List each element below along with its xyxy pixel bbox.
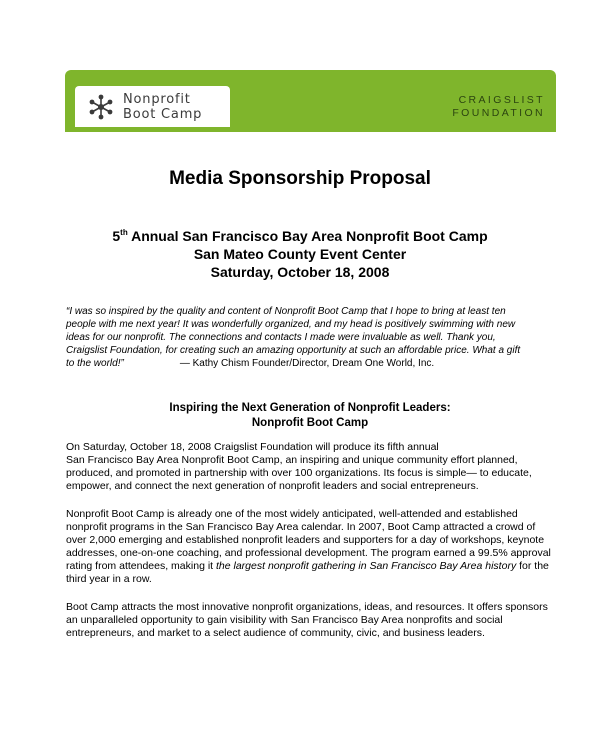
event-ordinal-suffix: th: [120, 228, 128, 237]
paragraph-line: empower, and connect the next generation of nonprofit leaders and social entrepreneurs.: [66, 480, 479, 492]
testimonial-quote: [66, 305, 566, 370]
paragraph-intro: [66, 441, 566, 493]
section-heading-line-1: Inspiring the Next Generation of Nonprofit Leaders:: [169, 402, 451, 414]
paragraph-line: produced, and promoted in partnership with over 100 organizations. Its focus is simple— to educate,: [66, 467, 532, 479]
paragraph-line: an unparalleled opportunity to gain visibility with San Francisco Bay Area nonprofits and social: [66, 614, 503, 626]
foundation-line-2: FOUNDATION: [452, 107, 545, 119]
paragraph-line: Nonprofit Boot Camp is already one of the most widely anticipated, well-attended and established: [66, 508, 518, 520]
network-icon: [88, 94, 114, 120]
quote-line: to the world!”: [66, 358, 124, 369]
quote-line: Craigslist Foundation, for creating such an amazing opportunity at such an affordable price. What a gift: [66, 345, 521, 356]
paragraph-opportunity: [66, 601, 566, 640]
logo-line-1: Nonprofit: [123, 92, 191, 107]
event-date: Saturday, October 18, 2008: [210, 264, 390, 280]
logo-line-2: Boot Camp: [123, 107, 203, 122]
section-heading: [0, 401, 600, 431]
paragraph-line: Boot Camp attracts the most innovative nonprofit organizations, ideas, and resources. It offers sponsors: [66, 601, 548, 613]
paragraph-text: rating from attendees, making it: [66, 560, 216, 572]
quote-line: ideas for our nonprofit. The connections and contacts I made were invaluable as well. Thank you,: [66, 332, 496, 343]
event-venue: San Mateo County Event Center: [193, 246, 407, 262]
section-heading-line-2: Nonprofit Boot Camp: [251, 417, 369, 429]
header-banner: [65, 70, 556, 132]
foundation-wordmark: [452, 94, 545, 120]
quote-line: people with me next year! It was wonderfully organized, and my head is positively swimming with new: [66, 319, 516, 330]
paragraph-text: for the: [516, 560, 549, 572]
paragraph-line: nonprofit programs in the San Francisco Bay Area calendar. In 2007, Boot Camp attracted a crowd of: [66, 521, 536, 533]
quote-line: “I was so inspired by the quality and content of Nonprofit Boot Camp that I hope to bring at least ten: [66, 306, 506, 317]
event-name: [0, 227, 600, 245]
bootcamp-logo: [75, 86, 230, 127]
paragraph-line: [66, 560, 566, 573]
paragraph-line: over 2,000 emerging and established nonprofit leaders and supporters for a day of workshops, keynote: [66, 534, 545, 546]
event-name-rest: Annual San Francisco Bay Area Nonprofit Boot Camp: [127, 228, 488, 244]
paragraph-history: [66, 508, 566, 586]
quote-attribution: — Kathy Chism Founder/Director, Dream One World, Inc.: [179, 358, 435, 369]
paragraph-line: third year in a row.: [66, 573, 152, 585]
paragraph-emphasis: the largest nonprofit gathering in San Francisco Bay Area history: [216, 560, 517, 572]
foundation-line-1: CRAIGSLIST: [458, 94, 545, 106]
paragraph-line: San Francisco Bay Area Nonprofit Boot Camp, an inspiring and unique community effort planned,: [66, 454, 518, 466]
document-title: Media Sponsorship Proposal: [169, 168, 431, 189]
paragraph-line: On Saturday, October 18, 2008 Craigslist Foundation will produce its fifth annual: [66, 441, 439, 453]
paragraph-line: entrepreneurs, and market to a select audience of community, civic, and business leaders.: [66, 627, 485, 639]
logo-text: [123, 92, 202, 122]
event-ordinal: 5: [112, 228, 121, 244]
event-details: [0, 227, 600, 281]
quote-last-line: [66, 357, 566, 370]
paragraph-line: addresses, one-on-one coaching, and professional development. The program earned a 99.5% approval: [66, 547, 551, 559]
